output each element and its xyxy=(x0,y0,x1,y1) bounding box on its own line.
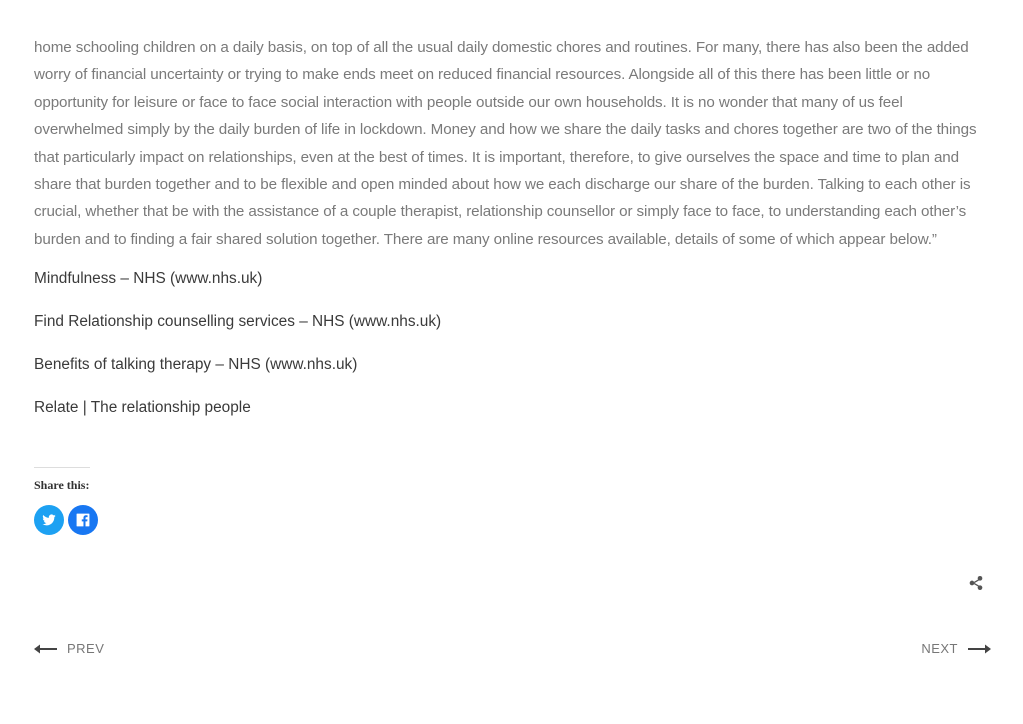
twitter-icon xyxy=(42,513,56,527)
arrow-left-icon xyxy=(34,644,57,654)
resource-links xyxy=(34,269,994,418)
link-relate[interactable]: Relate | The relationship people xyxy=(34,399,251,417)
article-paragraph: home schooling children on a daily basis, on top of all the usual daily domestic chores and routines. For many, there has also been the added worry of financial uncertainty or trying to make ends meet on reduced financial resources. Alongside all of this there has been little or no opportunity for leisure or face to face social interaction with people outside our own households. It is no wonder that many of us feel overwhelmed simply by the daily burden of life in lockdown. Money and how we share the daily tasks and chores together are two of the things that particularly impact on relationships, even at the best of times. It is important, therefore, to give ourselves the space and time to plan and share that burden together and to be flexible and open minded about how we each discharge our share of the burden. Talking to each other is crucial, whether that be with the assistance of a couple therapist, relationship counsellor or simply face to face, to understanding each other’s burden and to finding a fair shared solution together. There are many online resources available, details of some of which appear below.” xyxy=(34,39,977,248)
share-icon xyxy=(968,575,984,591)
link-mindfulness[interactable]: Mindfulness – NHS (www.nhs.uk) xyxy=(34,270,263,288)
share-twitter-button[interactable] xyxy=(34,505,64,535)
share-section xyxy=(34,467,98,535)
article-body xyxy=(34,34,994,441)
share-divider xyxy=(34,467,90,468)
share-buttons xyxy=(34,505,98,535)
share-toggle-button[interactable] xyxy=(968,575,986,593)
link-relationship-counselling[interactable]: Find Relationship counselling services – NHS (www.nhs.uk) xyxy=(34,313,442,331)
prev-post-link[interactable] xyxy=(34,641,104,656)
next-post-link[interactable] xyxy=(921,641,991,656)
arrow-right-icon xyxy=(968,644,991,654)
next-label: NEXT xyxy=(921,641,958,656)
share-facebook-button[interactable] xyxy=(68,505,98,535)
link-talking-therapy[interactable]: Benefits of talking therapy – NHS (www.nhs.uk) xyxy=(34,356,358,374)
prev-label: PREV xyxy=(67,641,105,656)
facebook-icon xyxy=(76,513,90,527)
post-navigation xyxy=(34,641,991,661)
share-title: Share this: xyxy=(34,478,90,492)
